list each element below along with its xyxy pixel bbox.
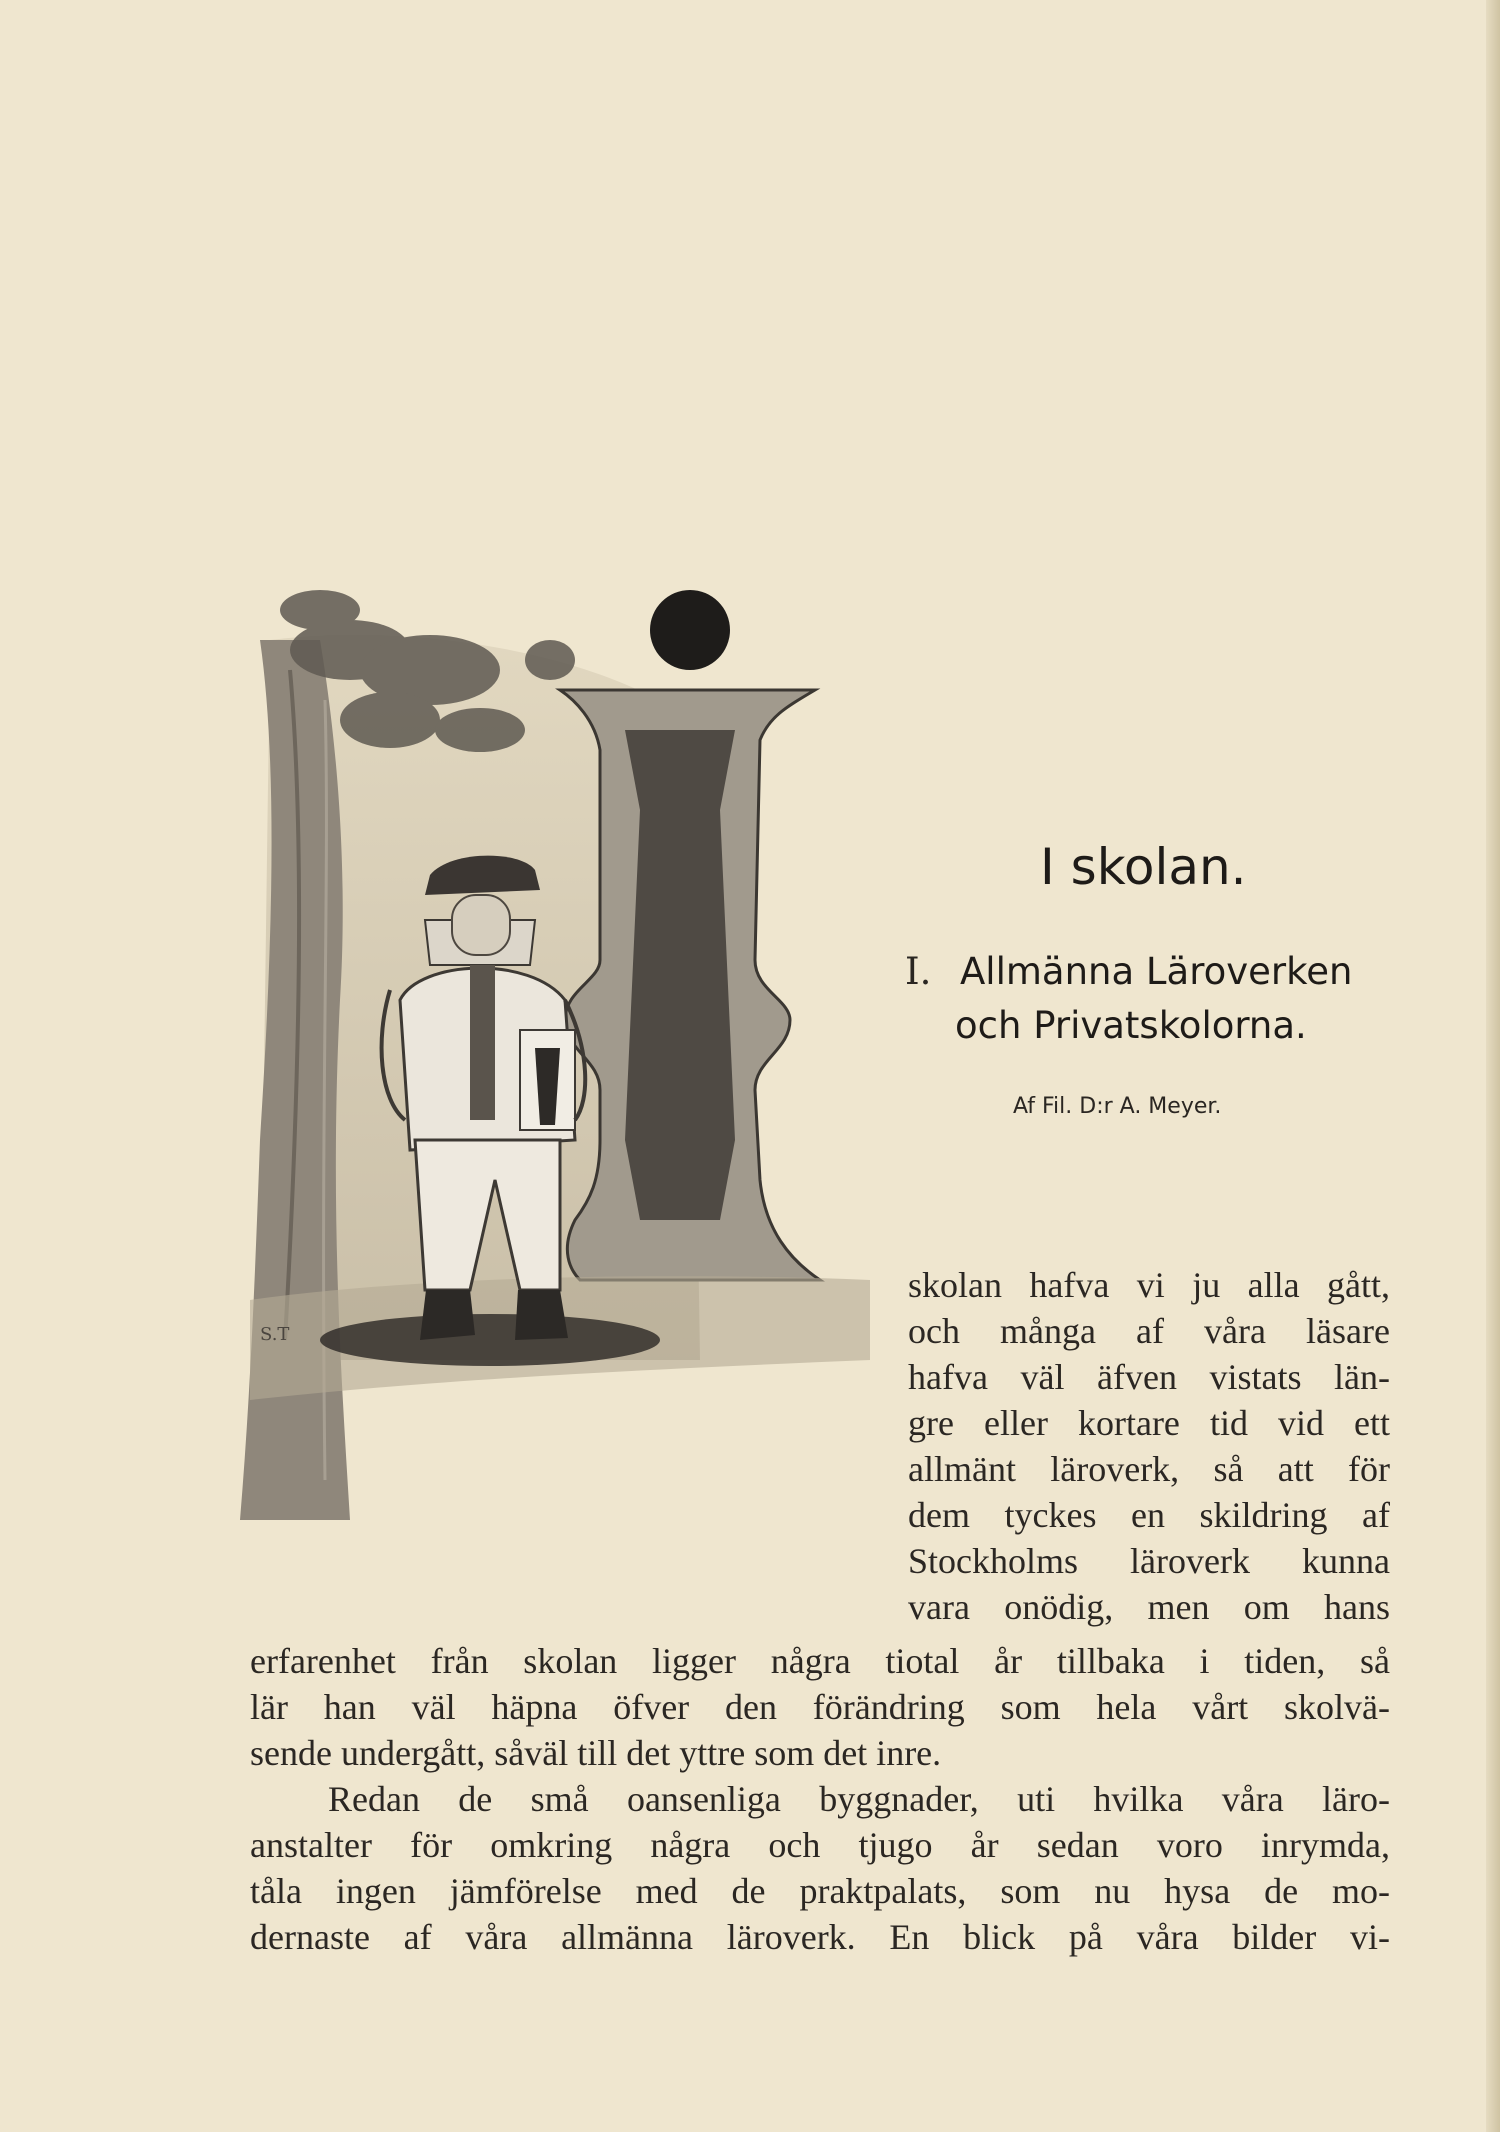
section-title-line-1: Allmänna Läroverken xyxy=(960,950,1353,993)
section-number: I. xyxy=(905,950,932,993)
page-edge xyxy=(1486,0,1500,2132)
text-line: erfarenhet från skolan ligger några tiotal år tillbaka i tiden, så xyxy=(250,1641,1390,1681)
byline: Af Fil. D:r A. Meyer. xyxy=(1013,1094,1222,1119)
text-line: lär han väl häpna öfver den förändring som hela vårt skolvä- xyxy=(250,1687,1390,1727)
text-line: dernaste af våra allmänna läroverk. En blick på våra bilder vi- xyxy=(250,1917,1390,1957)
text-line: anstalter för omkring några och tjugo år sedan voro inrymda, xyxy=(250,1825,1390,1865)
boy-shadow xyxy=(320,1314,660,1366)
artist-monogram: S.T xyxy=(260,1324,290,1345)
text-line: allmänt läroverk, så att för xyxy=(908,1449,1390,1489)
text-line: sende undergått, såväl till det yttre som det inre. xyxy=(250,1733,942,1773)
text-line: och många af våra läsare xyxy=(908,1311,1390,1351)
text-line: Stockholms läroverk kunna xyxy=(908,1541,1390,1581)
section-title-line-2: och Privatskolorna. xyxy=(955,1004,1307,1047)
drop-cap-letter-i xyxy=(560,590,820,1280)
drop-cap-illustration xyxy=(230,580,870,1540)
text-line: skolan hafva vi ju alla gått, xyxy=(908,1265,1390,1305)
text-line: gre eller kortare tid vid ett xyxy=(908,1403,1390,1443)
text-line: hafva väl äfven vistats län- xyxy=(908,1357,1390,1397)
text-line: vara onödig, men om hans xyxy=(908,1587,1390,1627)
page-title: I skolan. xyxy=(1040,838,1247,896)
text-line: Redan de små oansenliga byggnader, uti hvilka våra läro- xyxy=(328,1779,1390,1819)
text-line: dem tyckes en skildring af xyxy=(908,1495,1390,1535)
text-line: tåla ingen jämförelse med de praktpalats, som nu hysa de mo- xyxy=(250,1871,1390,1911)
